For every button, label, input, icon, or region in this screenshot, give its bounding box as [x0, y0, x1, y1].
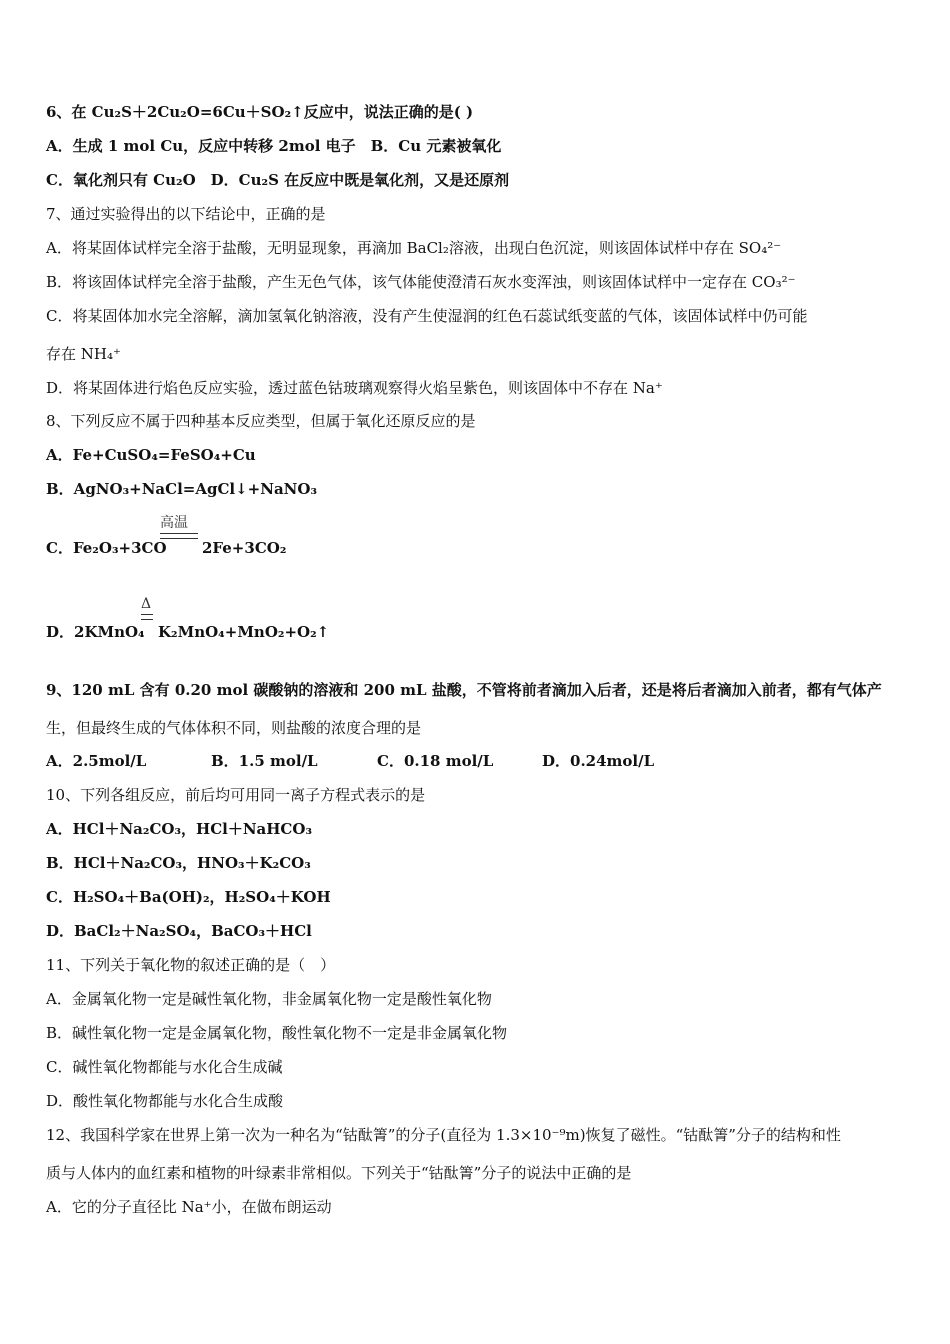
- q7-option-b: B．将该固体试样完全溶于盐酸，产生无色气体，该气体能使澄清石灰水变浑浊，则该固体试样中一定存在 CO₃²⁻: [46, 273, 796, 291]
- q10-option-b: B．HCl＋Na₂CO₃，HNO₃＋K₂CO₃: [46, 854, 311, 872]
- q8-option-d-left: D．2KMnO₄: [46, 623, 145, 641]
- q7-stem: 7、通过实验得出的以下结论中，正确的是: [46, 205, 326, 223]
- q8-option-d-equals-sign: [141, 614, 153, 620]
- q9-option-c: C．0.18 mol/L: [377, 752, 494, 770]
- q8-option-c-condition: 高温: [160, 515, 188, 531]
- q11-option-d: D．酸性氧化物都能与水化合生成酸: [46, 1092, 284, 1110]
- q12-option-a: A．它的分子直径比 Na⁺小，在做布朗运动: [46, 1198, 332, 1216]
- q11-option-a: A．金属氧化物一定是碱性氧化物，非金属氧化物一定是酸性氧化物: [46, 990, 492, 1008]
- q9-option-b: B．1.5 mol/L: [211, 752, 318, 770]
- q7-option-c-line1: C．将某固体加水完全溶解，滴加氢氧化钠溶液，没有产生使湿润的红色石蕊试纸变蓝的气体，该固体试样中仍可能: [46, 307, 808, 325]
- q9-stem-line1: 9、120 mL 含有 0.20 mol 碳酸钠的溶液和 200 mL 盐酸，不管将前者滴加入后者，还是将后者滴加入前者，都有气体产: [46, 681, 882, 699]
- q11-option-b: B．碱性氧化物一定是金属氧化物，酸性氧化物不一定是非金属氧化物: [46, 1024, 508, 1042]
- q8-option-c-equals-sign: [160, 533, 198, 539]
- q8-option-c-left: C．Fe₂O₃+3CO: [46, 539, 167, 557]
- q10-option-d: D．BaCl₂＋Na₂SO₄，BaCO₃＋HCl: [46, 922, 312, 940]
- q7-option-a: A．将某固体试样完全溶于盐酸，无明显现象，再滴加 BaCl₂溶液，出现白色沉淀，则该固体试样中存在 SO₄²⁻: [46, 239, 782, 257]
- q10-stem: 10、下列各组反应，前后均可用同一离子方程式表示的是: [46, 786, 426, 804]
- q11-stem: 11、下列关于氧化物的叙述正确的是（ ）: [46, 956, 336, 974]
- q12-stem-line2: 质与人体内的血红素和植物的叶绿素非常相似。下列关于“钴酞箐”分子的说法中正确的是: [46, 1164, 632, 1182]
- q8-option-c-right: 2Fe+3CO₂: [202, 539, 287, 557]
- q9-option-d: D．0.24mol/L: [542, 752, 655, 770]
- q11-option-c: C．碱性氧化物都能与水化合生成碱: [46, 1058, 283, 1076]
- q10-option-c: C．H₂SO₄＋Ba(OH)₂，H₂SO₄＋KOH: [46, 888, 331, 906]
- q6-stem: 6、在 Cu₂S＋2Cu₂O=6Cu＋SO₂↑反应中，说法正确的是( ): [46, 103, 474, 121]
- q7-option-c-line2: 存在 NH₄⁺: [46, 345, 121, 363]
- q6-options-ab: A．生成 1 mol Cu，反应中转移 2mol 电子 B．Cu 元素被氧化: [46, 137, 502, 155]
- q8-stem: 8、下列反应不属于四种基本反应类型，但属于氧化还原反应的是: [46, 412, 476, 430]
- q8-option-a: A．Fe+CuSO₄=FeSO₄+Cu: [46, 446, 256, 464]
- q6-options-cd: C．氧化剂只有 Cu₂O D．Cu₂S 在反应中既是氧化剂，又是还原剂: [46, 171, 510, 189]
- q8-option-d-right: K₂MnO₄+MnO₂+O₂↑: [158, 623, 330, 641]
- q8-option-d-condition: Δ: [141, 596, 152, 612]
- q12-stem-line1: 12、我国科学家在世界上第一次为一种名为“钴酞箐”的分子(直径为 1.3×10⁻⁹m)恢复了磁性。“钴酞箐”分子的结构和性: [46, 1126, 841, 1144]
- q9-option-a: A．2.5mol/L: [46, 752, 147, 770]
- q10-option-a: A．HCl＋Na₂CO₃，HCl＋NaHCO₃: [46, 820, 313, 838]
- q7-option-d: D．将某固体进行焰色反应实验，透过蓝色钴玻璃观察得火焰呈紫色，则该固体中不存在 Na⁺: [46, 379, 663, 397]
- q8-option-b: B．AgNO₃+NaCl=AgCl↓+NaNO₃: [46, 480, 318, 498]
- q9-stem-line2: 生，但最终生成的气体体积不同，则盐酸的浓度合理的是: [46, 719, 422, 737]
